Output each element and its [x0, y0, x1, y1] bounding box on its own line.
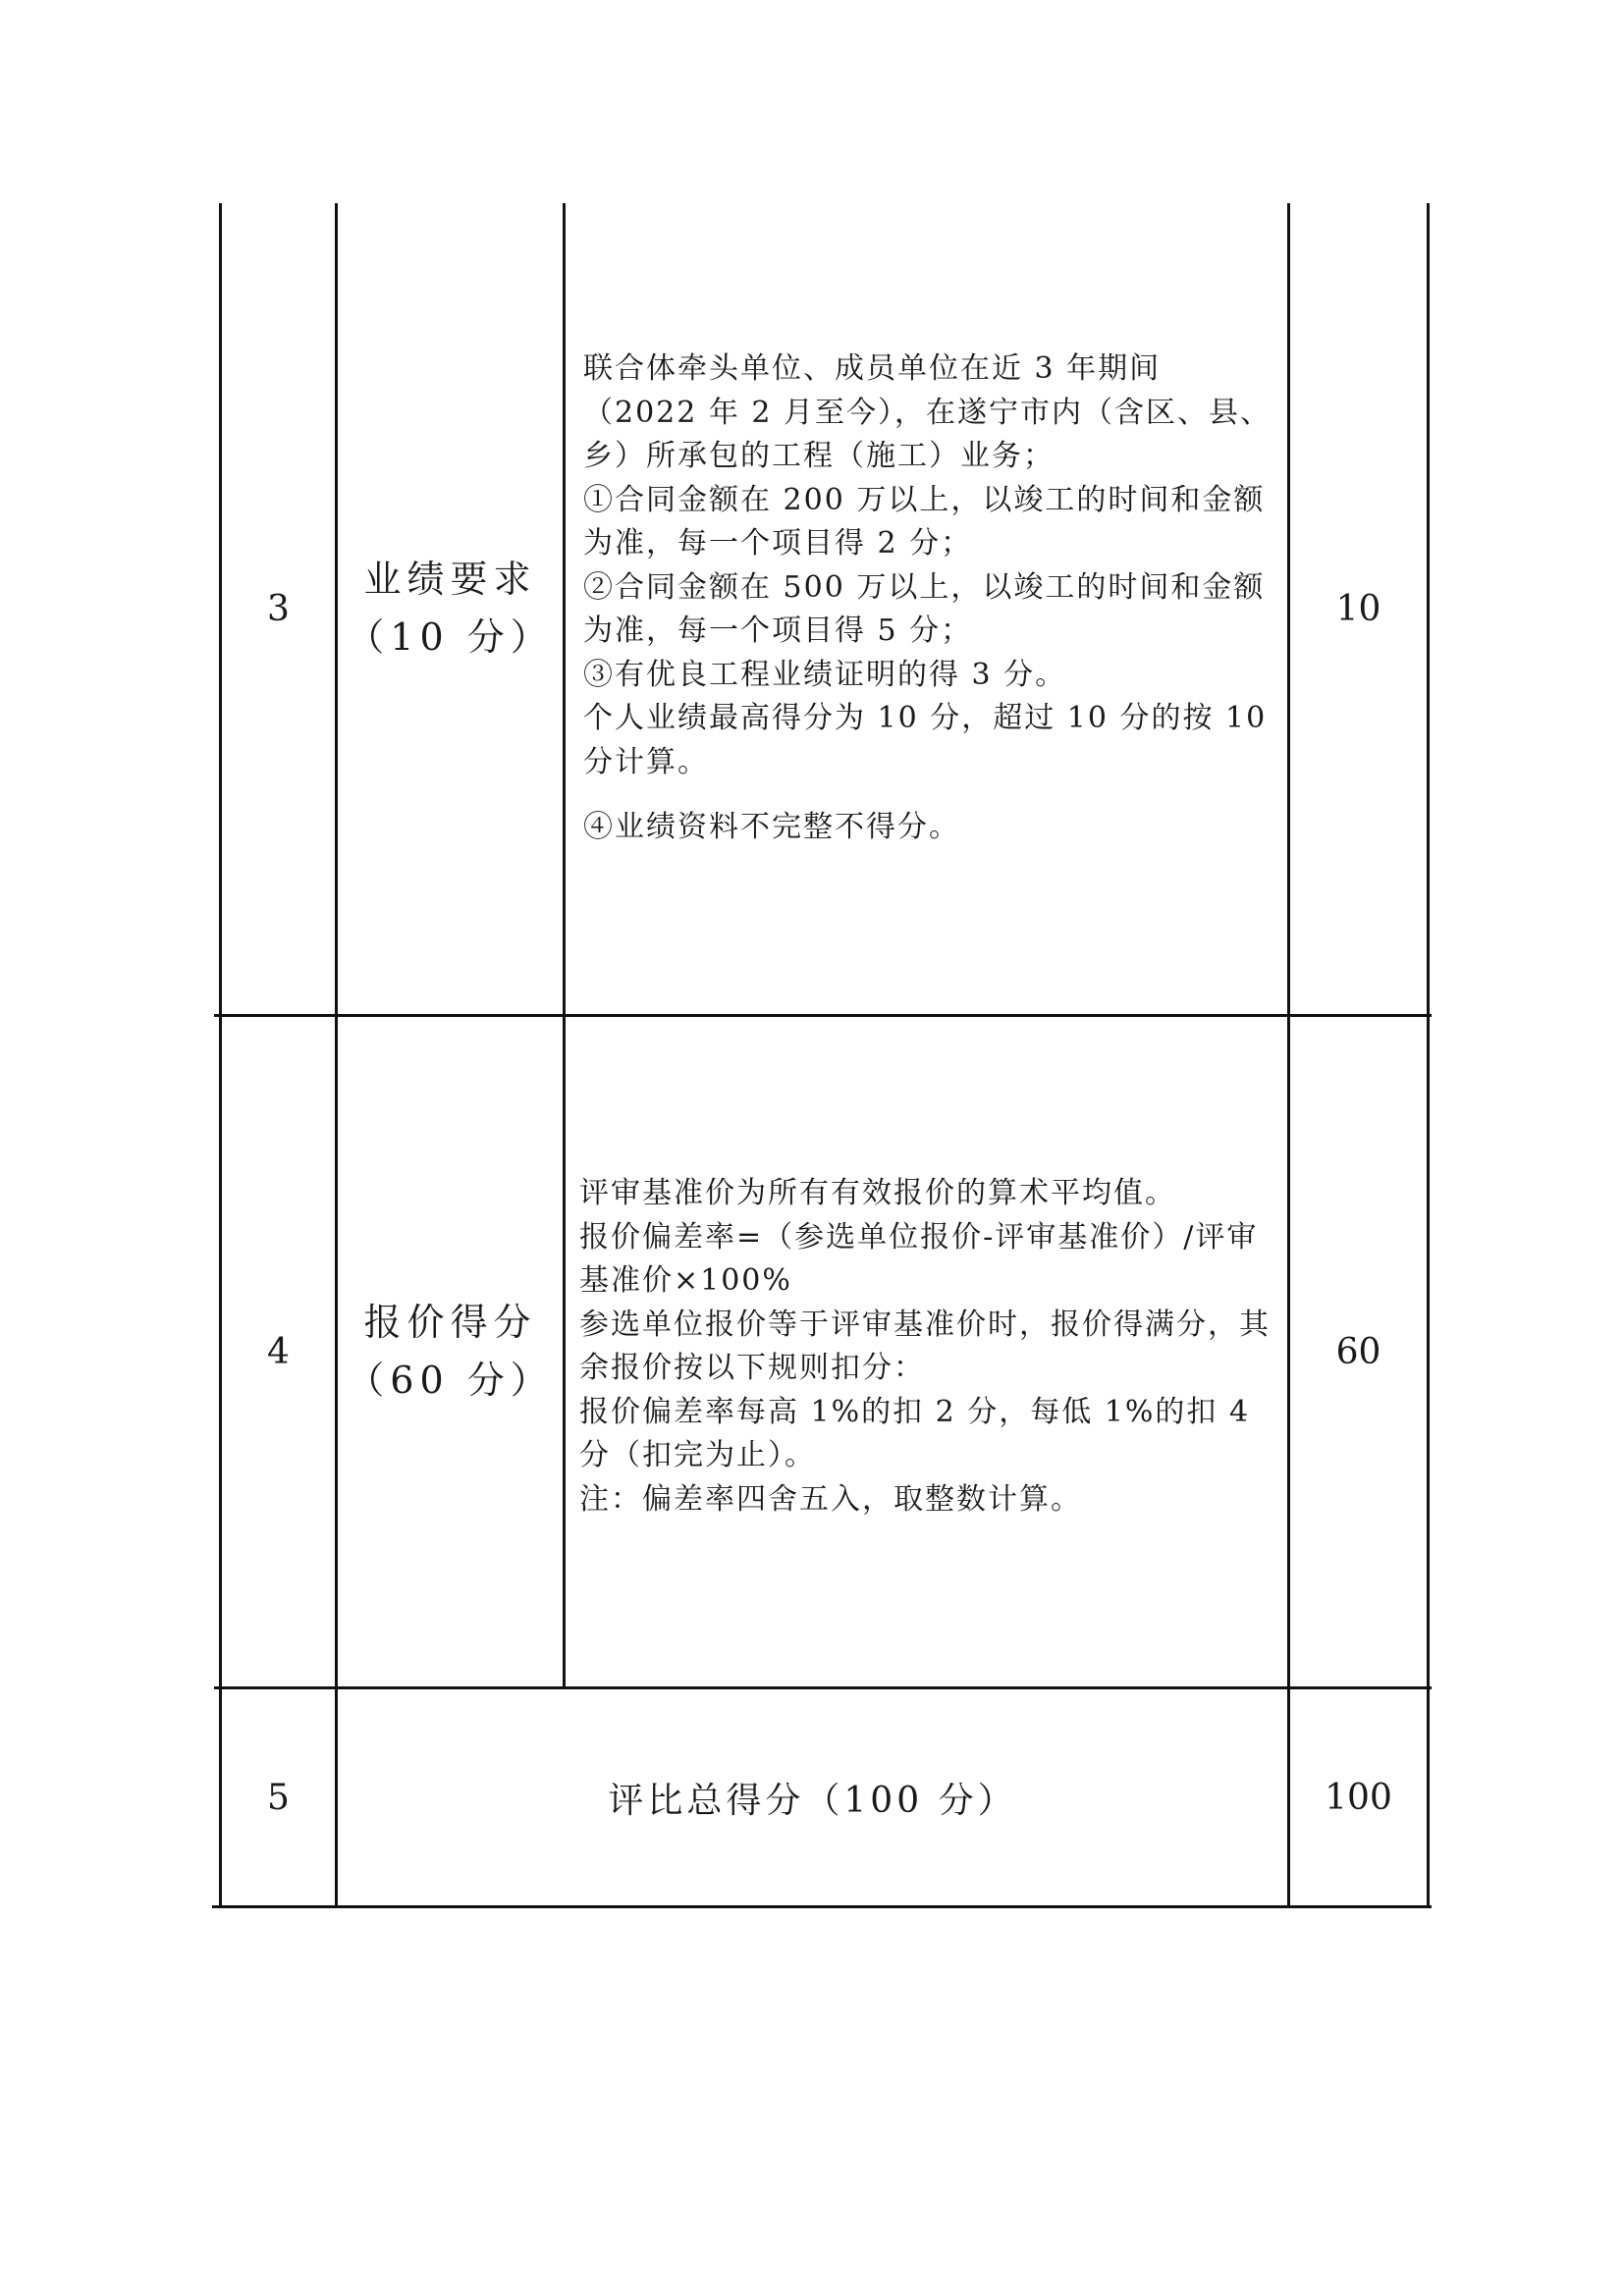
row-number: 5: [267, 1777, 290, 1818]
criteria-line: ③有优良工程业绩证明的得 3 分。: [583, 657, 1067, 692]
column-divider: [563, 203, 566, 1689]
criteria-line: 评审基准价为所有有效报价的算术平均值。: [579, 1176, 1176, 1210]
criteria-line: ④业绩资料不完整不得分。: [583, 810, 960, 844]
item-title: 业绩要求: [363, 558, 537, 602]
score-cell: 10: [1335, 588, 1381, 629]
criteria-line: 联合体牵头单位、成员单位在近 3 年期间（2022 年 2 月至今），在遂宁市内（含区、县、乡）所承包的工程（施工）业务；: [583, 351, 1272, 473]
criteria-line: ①合同金额在 200 万以上，以竣工的时间和金额为准，每一个项目得 2 分；: [583, 482, 1266, 561]
criteria-line: ②合同金额在 500 万以上，以竣工的时间和金额为准，每一个项目得 5 分；: [583, 569, 1266, 648]
total-score: 100: [1325, 1777, 1392, 1818]
row-number: 4: [267, 1331, 290, 1372]
table-right-border: [1427, 203, 1430, 1907]
item-cell: [338, 1017, 563, 1686]
score-cell: 60: [1335, 1331, 1381, 1372]
table-bottom-border: [212, 1905, 1432, 1908]
total-label: 评比总得分（100 分）: [608, 1780, 1017, 1821]
item-cell: [338, 203, 563, 1014]
criteria-line: 个人业绩最高得分为 10 分，超过 10 分的按 10 分计算。: [583, 701, 1268, 779]
row-number: 3: [267, 588, 290, 629]
item-title: 报价得分: [363, 1301, 537, 1345]
criteria-line: 报价偏差率=（参选单位报价-评审基准价）/评审基准价×100%: [579, 1219, 1259, 1298]
criteria-line: 报价偏差率每高 1%的扣 2 分，每低 1%的扣 4 分（扣完为止）。: [579, 1394, 1251, 1472]
criteria-cell: [579, 1172, 1272, 1522]
criteria-cell: [583, 347, 1274, 850]
item-points: （10 分）: [347, 615, 554, 659]
criteria-line: 注：偏差率四舍五入，取整数计算。: [579, 1481, 1082, 1517]
item-points: （60 分）: [347, 1359, 554, 1402]
criteria-line: 参选单位报价等于评审基准价时，报价得满分，其余报价按以下规则扣分：: [579, 1307, 1271, 1385]
